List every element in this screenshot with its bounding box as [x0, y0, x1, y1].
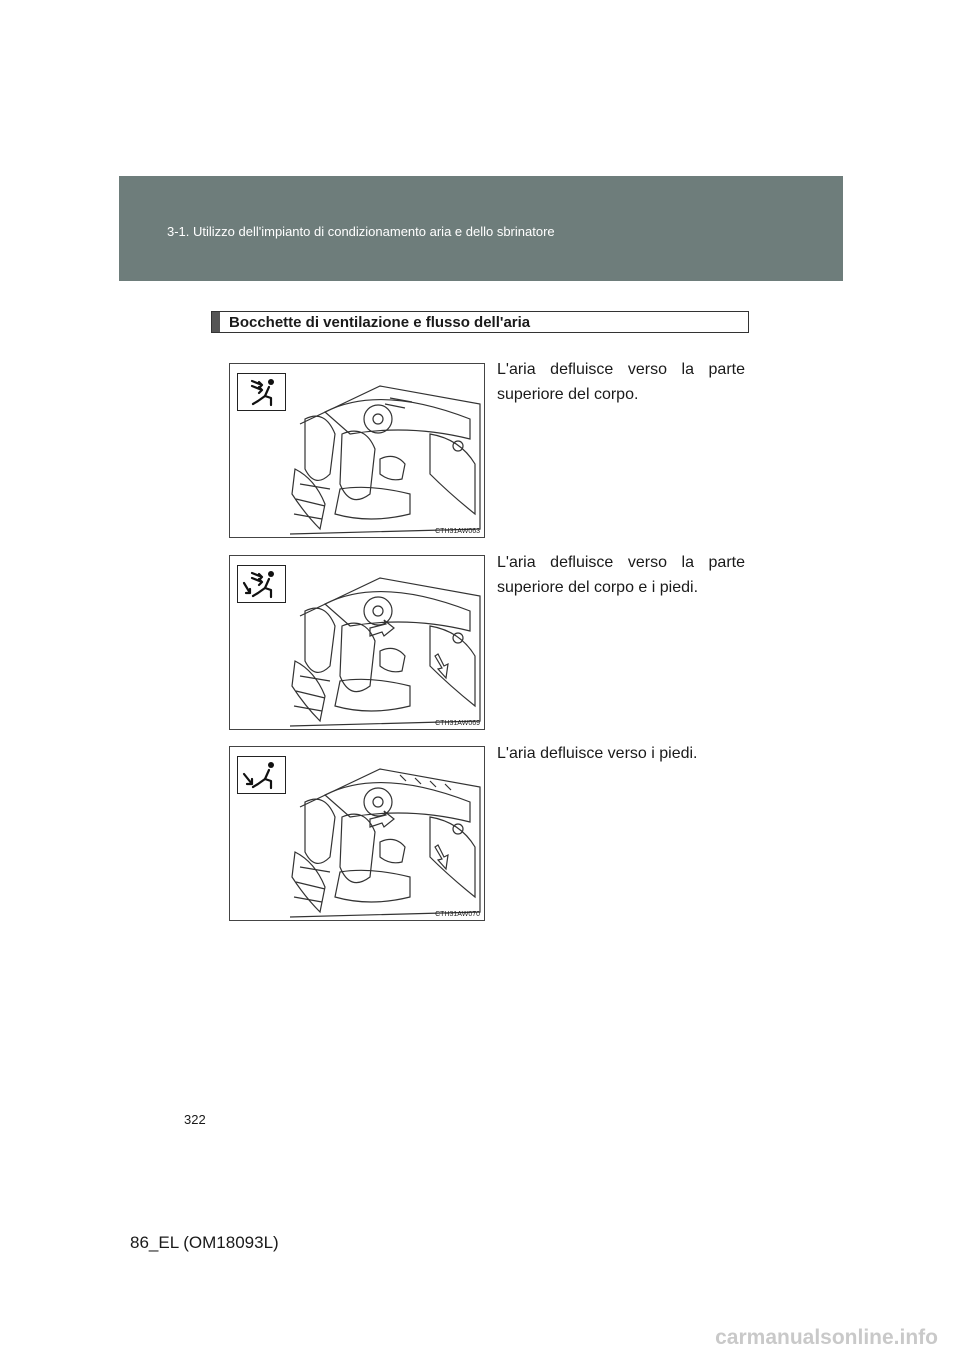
figure-face-mode: [229, 363, 485, 538]
figure-description: L'aria defluisce verso la parte superiore del corpo e i piedi.: [497, 554, 745, 596]
figure-code: CTH31AW070: [435, 911, 480, 918]
section-title-bar: [212, 312, 220, 332]
header-band: [119, 176, 843, 281]
air-bilevel-mode-icon: [237, 565, 286, 603]
figure-code: CTH31AW069: [435, 720, 480, 727]
chapter-header: 3-1. Utilizzo dell'impianto di condizionamento aria e dello sbrinatore: [167, 224, 555, 239]
figure-code: CTH31AW063: [435, 528, 480, 535]
figure-description: L'aria defluisce verso la parte superiore del corpo.: [497, 361, 745, 403]
section-title-box: [211, 311, 749, 333]
section-title: Bocchette di ventilazione e flusso dell'aria: [229, 314, 531, 331]
figure-description: L'aria defluisce verso i piedi.: [497, 745, 698, 762]
model-code: 86_EL (OM18093L): [130, 1233, 279, 1252]
watermark: carmanualsonline.info: [715, 1326, 938, 1349]
figure-bilevel-mode: [229, 555, 485, 730]
figure-feet-mode: [229, 746, 485, 921]
page-number: 322: [184, 1112, 206, 1127]
air-feet-mode-icon: [237, 756, 286, 794]
air-face-mode-icon: [237, 373, 286, 411]
